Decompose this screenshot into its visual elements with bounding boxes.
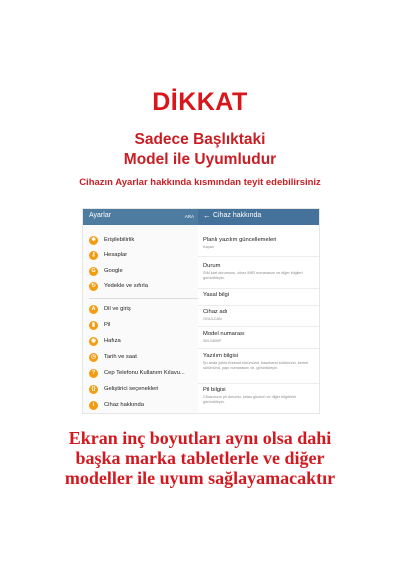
footer-warning-line-2: başka marka tabletlerle ve diğer (75, 448, 325, 468)
settings-item-label: Cihaz hakkında (104, 402, 144, 408)
about-item-subtitle: SIM kart durumunu, cihaz IMEI numarasını ve diğer bilgileri görüntüleyin. (203, 271, 303, 280)
settings-item-accessibility[interactable] (83, 234, 198, 248)
row-divider (198, 383, 320, 384)
row-divider (198, 256, 320, 257)
settings-item-accounts[interactable] (83, 249, 198, 263)
footer-warning-line-3: modeller ile uyum sağlayamacaktır (64, 468, 336, 488)
settings-item-date-time[interactable] (83, 351, 198, 365)
about-item-title: Pil bilgisi (203, 387, 226, 393)
about-item-title: Planlı yazılım güncellemeleri (203, 237, 277, 243)
settings-item-user-manual[interactable] (83, 367, 198, 381)
about-item-title: Durum (203, 263, 221, 269)
key-icon: ⚷ (89, 251, 98, 260)
settings-item-google[interactable] (83, 265, 198, 279)
settings-item-label: Cep Telefonu Kullanım Kılavu... (104, 370, 185, 376)
memory-icon: ◉ (89, 337, 98, 346)
verify-note: Cihazın Ayarlar hakkında kısmından teyit edebilirsiniz (79, 177, 321, 188)
settings-item-memory[interactable] (83, 335, 198, 349)
language-icon: A (89, 305, 98, 314)
settings-title: Ayarlar (89, 212, 112, 219)
settings-item-label: Hesaplar (104, 252, 128, 258)
about-device-panel (198, 209, 320, 414)
about-item-title: Yasal bilgi (203, 292, 229, 298)
settings-item-label: Erişilebilirlik (104, 237, 135, 243)
about-item-title: Model numarası (203, 331, 245, 337)
row-divider (198, 305, 320, 306)
settings-item-language[interactable] (83, 303, 198, 317)
settings-item-about-device[interactable] (83, 399, 198, 413)
info-icon: i (89, 401, 98, 410)
search-button[interactable]: ARA (184, 214, 194, 219)
section-divider (89, 298, 198, 299)
battery-icon: ▮ (89, 321, 98, 330)
clock-icon: ◷ (89, 353, 98, 362)
compatibility-line-2: Model ile Uyumludur (123, 151, 277, 168)
accessibility-icon: ✱ (89, 236, 98, 245)
warning-title: DİKKAT (152, 88, 248, 116)
google-icon: G (89, 267, 98, 276)
settings-panel (83, 209, 198, 414)
about-item-title: Yazılım bilgisi (203, 353, 239, 359)
about-item-subtitle: Cihazınızın pil durumu, kalan gücünü ve diğer bilgilerini görüntüleyin. (203, 395, 296, 404)
about-item-subtitle: Şu anda yüklü Android sürümünü, baseband sürümünü, kernel sürümünü, yapı numarasını vb. görüntüleyin. (203, 361, 309, 370)
settings-item-label: Geliştirici seçenekleri (104, 386, 159, 392)
settings-screenshot (82, 208, 320, 414)
row-divider (198, 288, 320, 289)
manual-icon: ? (89, 369, 98, 378)
compatibility-line-1: Sadece Başlıktaki (134, 131, 266, 148)
settings-item-label: Tarih ve saat (104, 354, 137, 360)
back-arrow-icon[interactable]: ← (203, 211, 211, 220)
settings-item-label: Google (104, 268, 123, 274)
settings-item-label: Dil ve giriş (104, 306, 131, 312)
about-item-subtitle: OGULCAN (203, 317, 222, 321)
developer-icon: {} (89, 385, 98, 394)
backup-icon: ↻ (89, 282, 98, 291)
settings-item-label: Pil (104, 322, 111, 328)
settings-item-label: Yedekle ve sıfırla (104, 283, 148, 289)
settings-item-label: Hafıza (104, 338, 121, 344)
row-divider (198, 348, 320, 349)
footer-warning-line-1: Ekran inç boyutları aynı olsa dahi (68, 428, 332, 448)
about-item-subtitle: SM-G600F (203, 339, 222, 343)
settings-item-backup[interactable] (83, 280, 198, 294)
row-divider (198, 326, 320, 327)
about-item-subtitle: Kapalı (203, 245, 214, 249)
about-title: Cihaz hakkında (213, 212, 262, 219)
settings-item-developer[interactable] (83, 383, 198, 397)
settings-item-battery[interactable] (83, 319, 198, 333)
settings-app-bar (83, 209, 198, 225)
about-app-bar (198, 209, 320, 225)
about-item-title: Cihaz adı (203, 309, 228, 315)
